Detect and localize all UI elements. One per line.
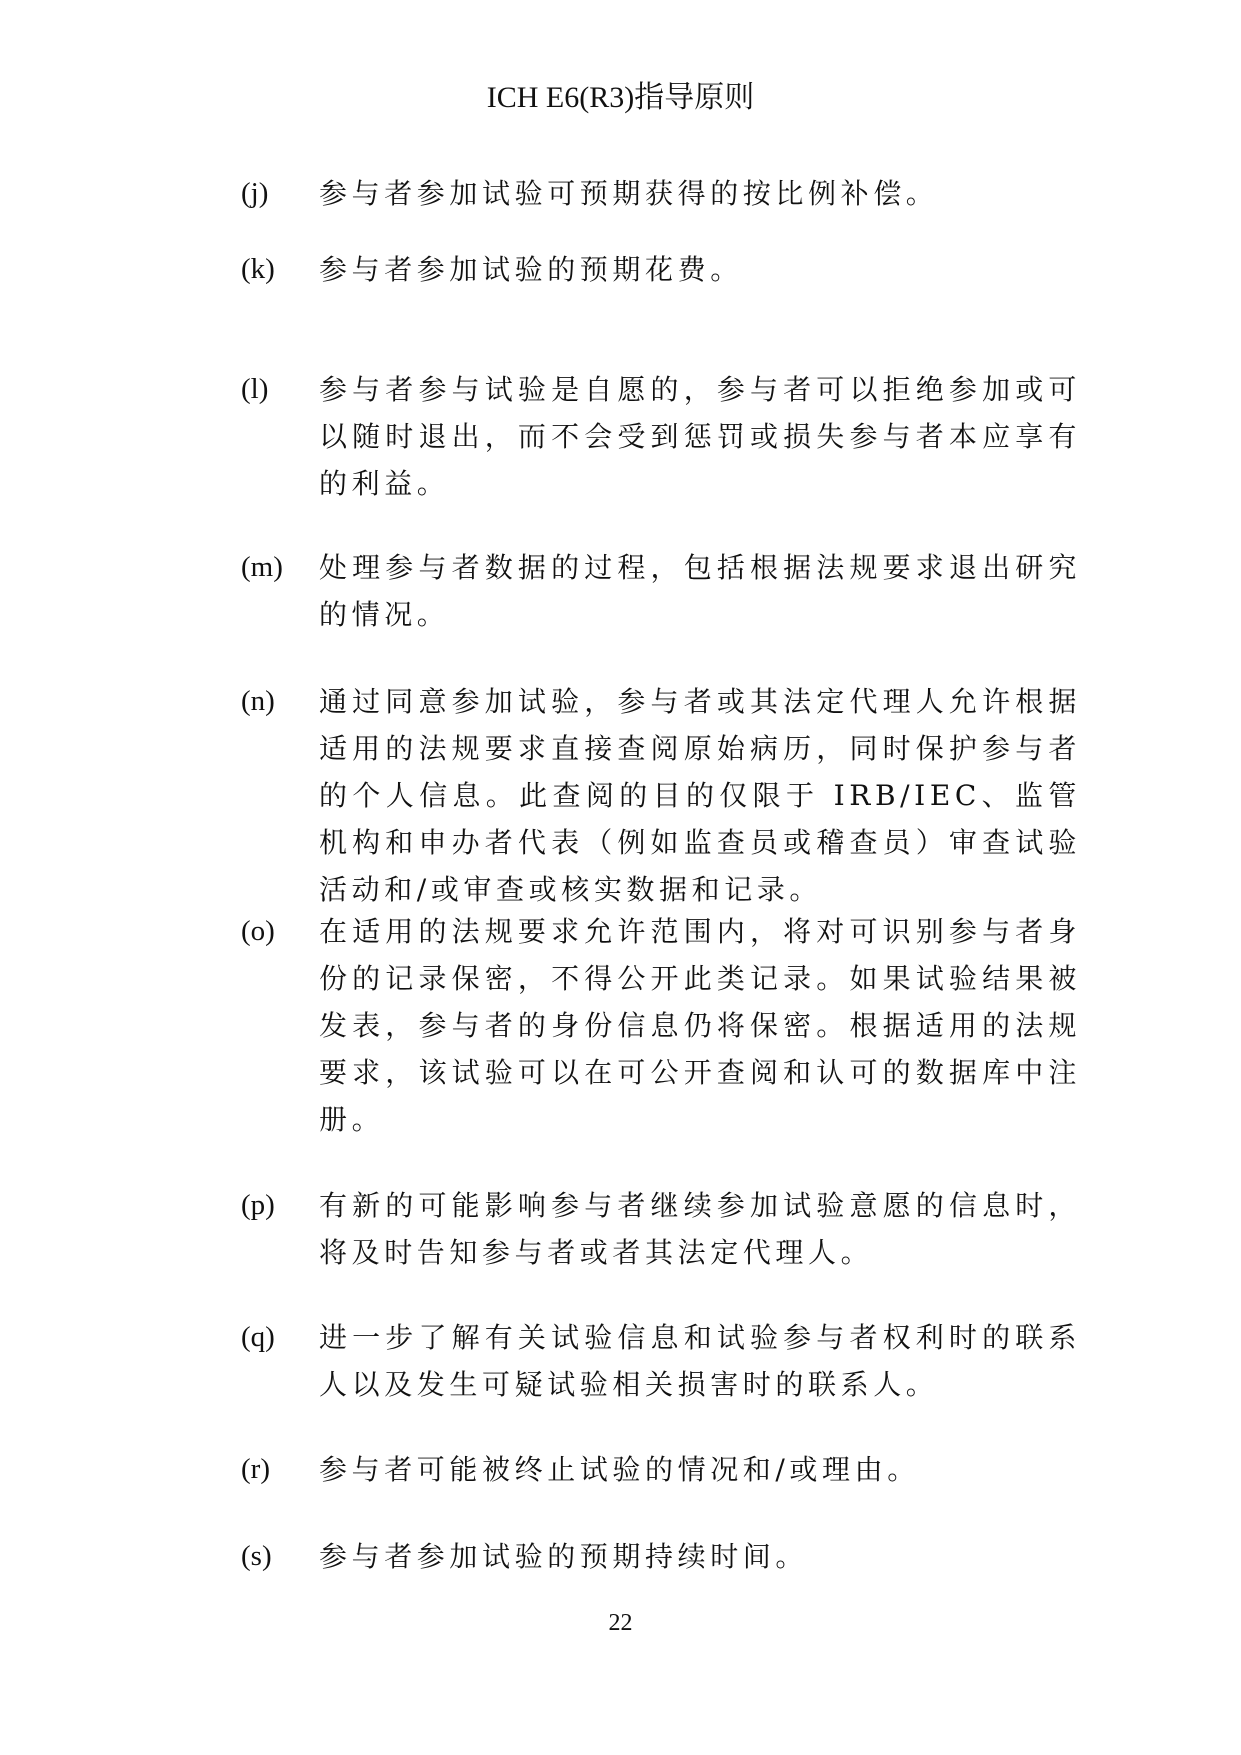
list-item-marker: (m) [241,551,283,583]
list-item-text: 有新的可能影响参与者继续参加试验意愿的信息时，将及时告知参与者或者其法定代理人。 [319,1189,1081,1269]
list-item-text: 参与者参与试验是自愿的，参与者可以拒绝参加或可以随时退出，而不会受到惩罚或损失参与者本应享有的利益。 [319,373,1081,500]
list-item-marker: (s) [241,1540,272,1572]
list-item-text: 进一步了解有关试验信息和试验参与者权利时的联系人以及发生可疑试验相关损害时的联系人。 [319,1321,1081,1401]
list-item-text: 参与者参加试验的预期持续时间。 [319,1540,809,1573]
list-item-text: 通过同意参加试验，参与者或其法定代理人允许根据适用的法规要求直接查阅原始病历，同时保护参与者的个人信息。此查阅的目的仅限于 IRB/IEC、监管机构和申办者代表（例如监查员或稽查员）审查试验活动和/或审查或核实数据和记录。 [319,685,1081,906]
list-item-text: 参与者可能被终止试验的情况和/或理由。 [319,1453,920,1486]
list-item-marker: (o) [241,915,275,947]
list-item-marker: (r) [241,1453,270,1485]
list-item-text: 参与者参加试验的预期花费。 [319,253,743,286]
list-item-marker: (k) [241,253,275,285]
list-item-marker: (p) [241,1189,275,1221]
list-item-text: 在适用的法规要求允许范围内，将对可识别参与者身份的记录保密，不得公开此类记录。如果试验结果被发表，参与者的身份信息仍将保密。根据适用的法规要求，该试验可以在可公开查阅和认可的数据库中注册。 [319,915,1081,1136]
list-item-marker: (j) [241,177,269,209]
page-header-title: ICH E6(R3)指导原则 [486,81,755,114]
list-item-marker: (n) [241,685,275,717]
list-item-text: 处理参与者数据的过程，包括根据法规要求退出研究的情况。 [319,551,1081,631]
list-item-text: 参与者参加试验可预期获得的按比例补偿。 [319,177,939,210]
list-item-marker: (q) [241,1321,275,1353]
page-number: 22 [608,1610,633,1636]
list-item-marker: (l) [241,373,269,405]
